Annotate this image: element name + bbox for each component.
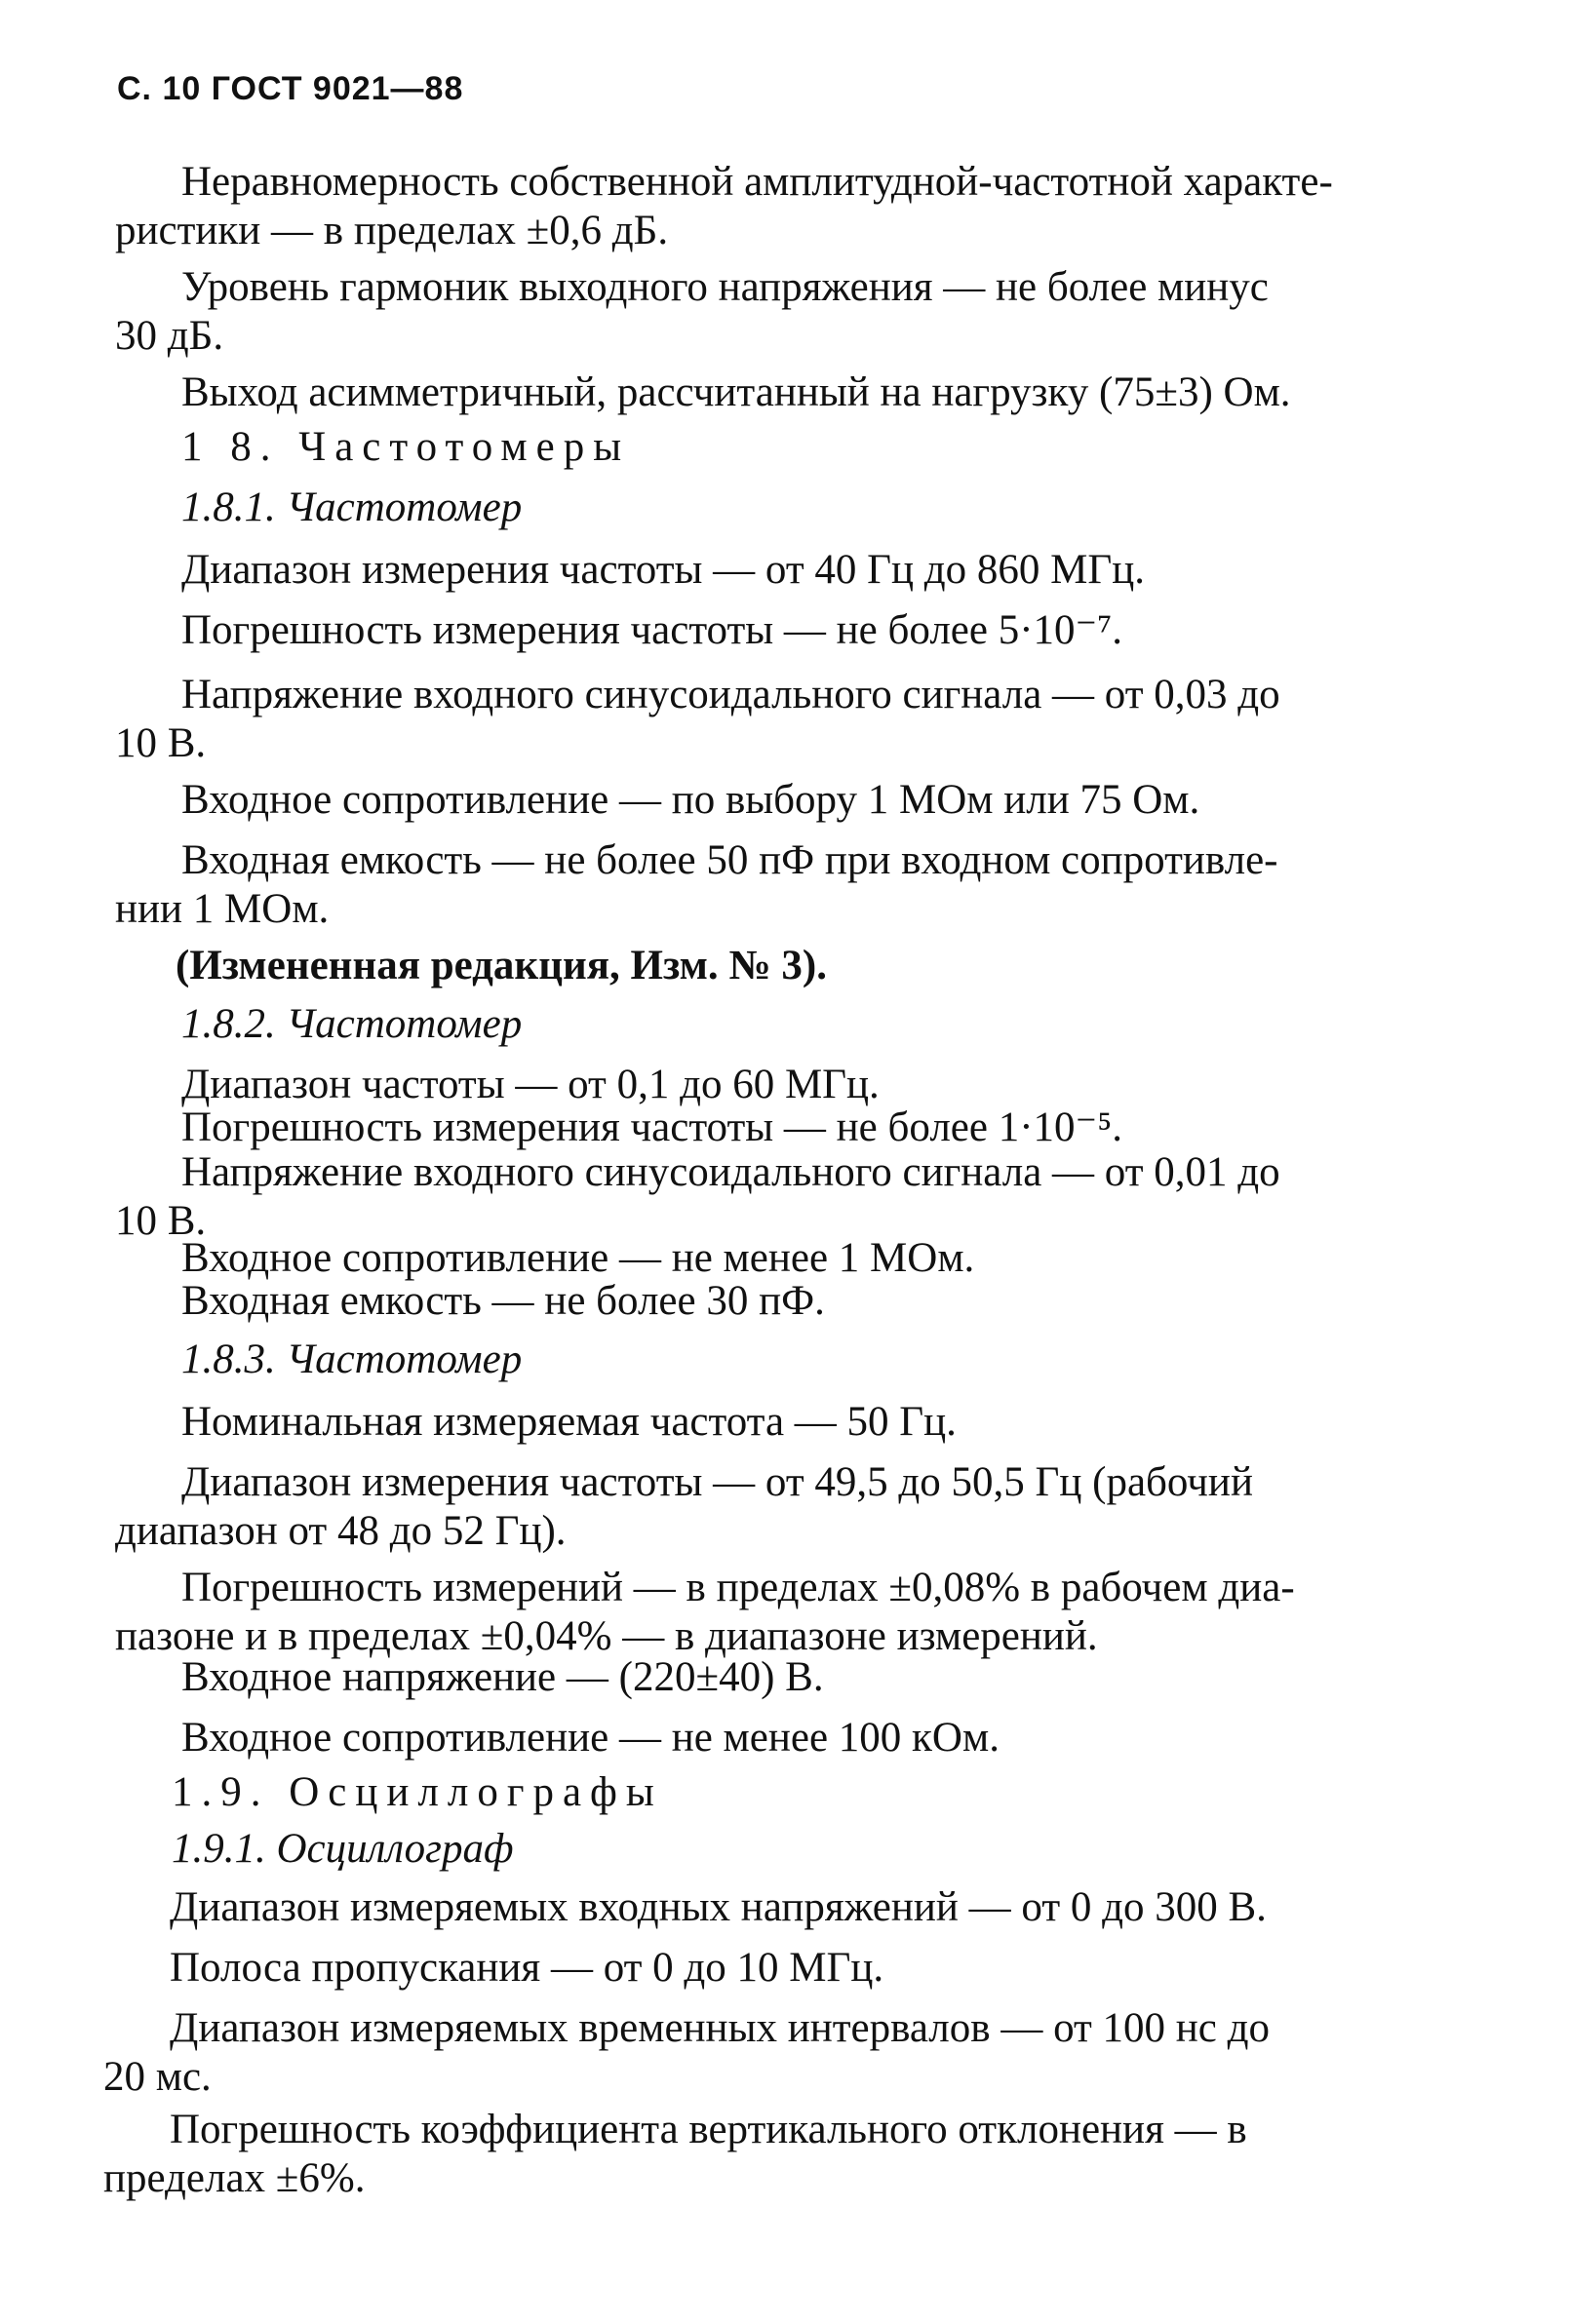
paragraph-input-resistance-2: Входное сопротивление — не менее 1 МОм. <box>181 1235 975 1281</box>
paragraph-output: Выход асимметричный, рассчитанный на нагрузку (75±3) Ом. <box>181 369 1291 415</box>
paragraph-range-2: Диапазон частоты — от 0,1 до 60 МГц. <box>181 1062 880 1107</box>
paragraph-deflection-error: Погрешность коэффициента вертикального отклонения — в пределах ±6%. <box>103 2107 1247 2201</box>
paragraph-error-2: Погрешность измерения частоты — не более 1·10⁻⁵. <box>181 1104 1122 1150</box>
subsection-heading-1-9-1: 1.9.1. Осциллограф <box>172 1826 514 1872</box>
section-heading-1-8: 1 8. Частотомеры <box>181 424 631 470</box>
section-heading-1-9: 1.9. Осциллографы <box>172 1769 663 1815</box>
paragraph-range: Диапазон измерения частоты — от 40 Гц до 860 МГц. <box>181 547 1145 593</box>
subsection-heading-1-8-3: 1.8.3. Частотомер <box>181 1336 523 1382</box>
paragraph-bandwidth: Полоса пропускания — от 0 до 10 МГц. <box>170 1945 884 1991</box>
paragraph-input-voltage: Напряжение входного синусоидального сигнала — от 0,03 до 10 В. <box>115 672 1280 766</box>
subsection-heading-1-8-1: 1.8.1. Частотомер <box>181 484 523 530</box>
paragraph-input-resistance-3: Входное сопротивление — не менее 100 кОм. <box>181 1715 1000 1761</box>
paragraph-input-resistance: Входное сопротивление — по выбору 1 МОм или 75 Ом. <box>181 777 1200 823</box>
paragraph-voltage-range: Диапазон измеряемых входных напряжений — от 0 до 300 В. <box>170 1884 1267 1930</box>
paragraph-time-intervals: Диапазон измеряемых временных интервалов — от 100 нс до 20 мс. <box>103 2005 1271 2100</box>
paragraph-range-3: Диапазон измерения частоты — от 49,5 до 50,5 Гц (рабочий диапазон от 48 до 52 Гц). <box>115 1459 1253 1554</box>
paragraph-nominal-frequency: Номинальная измеряемая частота — 50 Гц. <box>181 1399 957 1445</box>
paragraph-input-voltage-2: Напряжение входного синусоидального сигнала — от 0,01 до 10 В. <box>115 1149 1280 1244</box>
amendment-note: (Измененная редакция, Изм. № 3). <box>176 943 827 988</box>
paragraph-error: Погрешность измерения частоты — не более 5·10⁻⁷. <box>181 607 1122 653</box>
paragraph-input-voltage-3: Входное напряжение — (220±40) В. <box>181 1654 824 1700</box>
paragraph-error-3: Погрешность измерений — в пределах ±0,08% в рабочем диа- пазоне и в пределах ±0,04% — в диапазоне измерений. <box>115 1565 1295 1659</box>
page-header: С. 10 ГОСТ 9021—88 <box>117 70 464 107</box>
subsection-heading-1-8-2: 1.8.2. Частотомер <box>181 1001 523 1047</box>
paragraph-harmonics: Уровень гармоник выходного напряжения — не более минус 30 дБ. <box>115 264 1269 359</box>
paragraph-input-capacitance: Входная емкость — не более 50 пФ при входном сопротивле- нии 1 МОм. <box>115 837 1278 932</box>
paragraph-nonuniformity: Неравномерность собственной амплитудной-частотной характе- ристики — в пределах ±0,6 дБ. <box>115 159 1333 253</box>
paragraph-input-capacitance-2: Входная емкость — не более 30 пФ. <box>181 1278 825 1324</box>
